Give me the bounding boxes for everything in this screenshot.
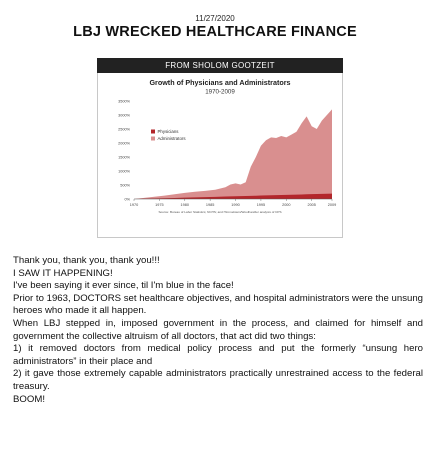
y-tick-label: 500%	[120, 183, 130, 188]
y-tick-label: 3000%	[118, 113, 130, 118]
legend-label-administrators: Administrators	[157, 136, 186, 141]
body-line-saw: I SAW IT HAPPENING!	[13, 267, 113, 279]
x-tick-label: 2005	[307, 203, 316, 207]
post-body	[13, 255, 423, 406]
chart-frame	[97, 73, 343, 238]
chart-svg	[98, 73, 342, 237]
figure-banner: FROM SHOLOM GOOTZEIT	[97, 58, 343, 73]
x-tick-label: 2009	[327, 203, 337, 207]
series-area-administrators	[134, 109, 332, 199]
y-tick-label: 2000%	[118, 141, 130, 146]
body-paragraph-point2: 2) it gave those extremely capable administrators practically unrestrained access to the federal treasury.	[13, 368, 423, 392]
x-tick-label: 1990	[231, 203, 240, 207]
y-tick-label: 3500%	[118, 99, 130, 104]
x-tick-label: 1975	[155, 203, 164, 207]
chart-source: Source: Bureau of Labor Statistics; NCHS; and Himmelstein/Woolhandler analysis of CPS	[158, 210, 282, 214]
legend-swatch-administrators	[151, 137, 155, 141]
body-line-thanks: Thank you, thank you, thank you!!!	[13, 255, 160, 266]
chart-title: Growth of Physicians and Administrators	[149, 78, 291, 87]
body-line-saying: I've been saying it ever since, til I'm blue in the face!	[13, 280, 234, 292]
y-tick-label: 1500%	[118, 155, 130, 160]
chart-figure	[97, 58, 343, 238]
x-tick-label: 1980	[180, 203, 189, 207]
body-line-boom: BOOM!	[13, 393, 45, 405]
x-tick-label: 1970	[129, 203, 139, 207]
y-tick-label: 2500%	[118, 127, 130, 132]
body-paragraph-point1: 1) it removed doctors from medical policy process and put the formerly “unsung hero administrators” in their place and	[13, 343, 423, 367]
body-paragraph-prior: Prior to 1963, DOCTORS set healthcare objectives, and hospital administrators were the unsung heroes who made it all happen.	[13, 292, 423, 317]
legend-swatch-physicians	[151, 130, 155, 134]
legend-label-physicians: Physicians	[157, 129, 179, 134]
chart-subtitle: 1970-2009	[205, 88, 235, 96]
y-tick-label: 0%	[124, 197, 130, 202]
x-tick-label: 1985	[205, 203, 215, 207]
body-paragraph-lbj: When LBJ stepped in, imposed government in the process, and claimed for himself and government the collective altruism of all doctors, that act did two things:	[13, 317, 423, 342]
y-tick-label: 1000%	[118, 169, 130, 174]
post-headline: LBJ WRECKED HEALTHCARE FINANCE	[73, 24, 357, 40]
post-date: 11/27/2020	[195, 14, 235, 23]
x-tick-label: 1995	[256, 203, 266, 207]
x-tick-label: 2000	[282, 203, 291, 207]
